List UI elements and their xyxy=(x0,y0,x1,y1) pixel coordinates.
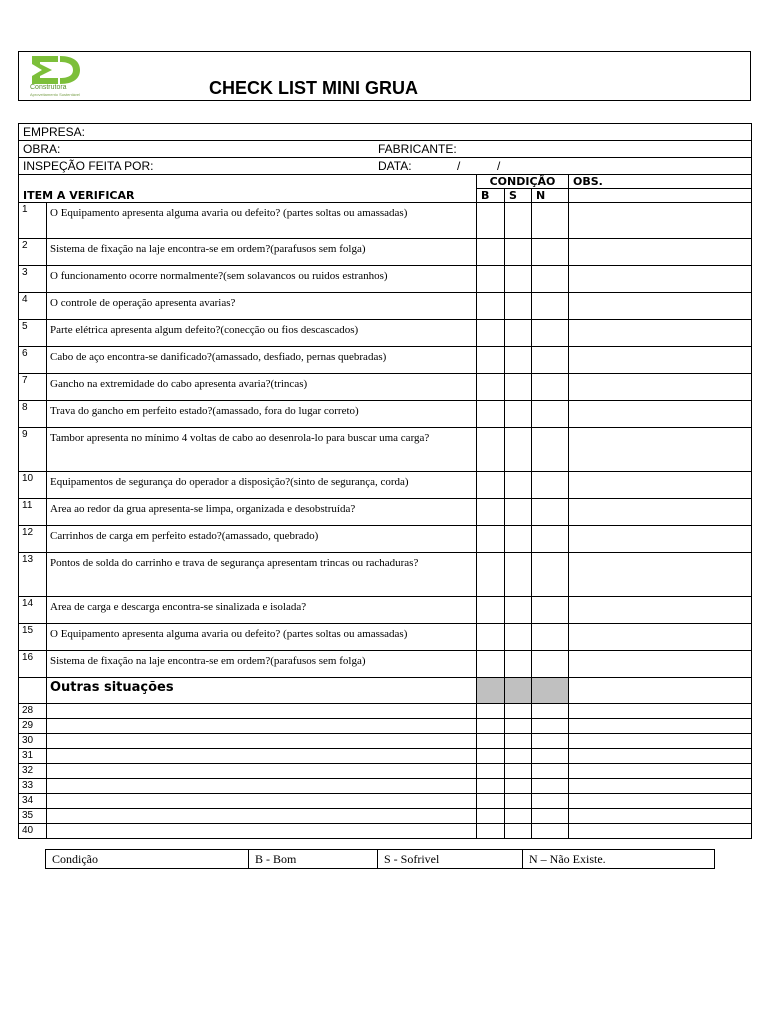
blank-row-s-cell[interactable] xyxy=(505,824,532,839)
condition-s-cell[interactable] xyxy=(505,499,532,526)
obs-header-blank xyxy=(569,189,752,203)
blank-row-obs-cell[interactable] xyxy=(569,794,752,809)
blank-row-description[interactable] xyxy=(47,824,477,839)
condition-s-cell[interactable] xyxy=(505,428,532,472)
table-row xyxy=(19,266,752,293)
inspecao-field[interactable] xyxy=(19,158,752,175)
legend-condicao: Condição xyxy=(46,850,249,869)
item-header xyxy=(19,175,477,203)
blank-row-n-cell[interactable] xyxy=(532,734,569,749)
table-row xyxy=(19,553,752,597)
blank-row-s-cell[interactable] xyxy=(505,704,532,719)
outras-b-grey-cell xyxy=(477,678,505,704)
blank-row-n-cell[interactable] xyxy=(532,749,569,764)
item-number: 9 xyxy=(19,428,47,472)
item-number: 6 xyxy=(19,347,47,374)
condition-n-cell[interactable] xyxy=(532,472,569,499)
blank-row-number: 34 xyxy=(19,794,47,809)
outras-number-cell xyxy=(19,678,47,704)
condition-b-cell[interactable] xyxy=(477,239,505,266)
item-number: 11 xyxy=(19,499,47,526)
condition-s-cell[interactable] xyxy=(505,651,532,678)
item-description: Carrinhos de carga em perfeito estado?(amassado, quebrado) xyxy=(47,526,477,553)
blank-row-n-cell[interactable] xyxy=(532,824,569,839)
obs-header xyxy=(569,175,752,189)
condicao-header xyxy=(477,175,569,189)
condition-n-cell[interactable] xyxy=(532,239,569,266)
obs-cell[interactable] xyxy=(569,293,752,320)
inspecao-row xyxy=(19,158,752,175)
table-row xyxy=(19,239,752,266)
empresa-field[interactable] xyxy=(19,124,752,141)
obs-cell[interactable] xyxy=(569,597,752,624)
condition-n-cell[interactable] xyxy=(532,499,569,526)
table-row xyxy=(19,203,752,239)
obs-cell[interactable] xyxy=(569,499,752,526)
blank-row-description[interactable] xyxy=(47,764,477,779)
condition-b-cell[interactable] xyxy=(477,597,505,624)
empresa-row xyxy=(19,124,752,141)
condition-s-cell[interactable] xyxy=(505,553,532,597)
logo-text: Construtora xyxy=(30,84,67,91)
date-separator-2: / xyxy=(497,159,501,173)
table-row xyxy=(19,526,752,553)
blank-row-n-cell[interactable] xyxy=(532,704,569,719)
condition-s-cell[interactable] xyxy=(505,597,532,624)
blank-row xyxy=(19,824,752,839)
item-description: Cabo de aço encontra-se danificado?(amassado, desfiado, pernas quebradas) xyxy=(47,347,477,374)
blank-row-b-cell[interactable] xyxy=(477,764,505,779)
condition-s-cell[interactable] xyxy=(505,401,532,428)
condition-b-cell[interactable] xyxy=(477,203,505,239)
item-number: 1 xyxy=(19,203,47,239)
blank-row xyxy=(19,794,752,809)
condition-n-cell[interactable] xyxy=(532,374,569,401)
item-number: 10 xyxy=(19,472,47,499)
item-number: 13 xyxy=(19,553,47,597)
blank-row-b-cell[interactable] xyxy=(477,704,505,719)
obs-cell[interactable] xyxy=(569,239,752,266)
blank-row-number: 35 xyxy=(19,809,47,824)
condition-n-cell[interactable] xyxy=(532,526,569,553)
obs-cell[interactable] xyxy=(569,347,752,374)
blank-row-n-cell[interactable] xyxy=(532,809,569,824)
condition-n-cell[interactable] xyxy=(532,347,569,374)
condition-n-cell[interactable] xyxy=(532,293,569,320)
table-row xyxy=(19,428,752,472)
condition-b-cell[interactable] xyxy=(477,347,505,374)
blank-row-b-cell[interactable] xyxy=(477,734,505,749)
blank-row-number: 30 xyxy=(19,734,47,749)
condition-b-cell[interactable] xyxy=(477,624,505,651)
condition-b-cell[interactable] xyxy=(477,266,505,293)
item-number: 3 xyxy=(19,266,47,293)
blank-row-number: 40 xyxy=(19,824,47,839)
blank-row-s-cell[interactable] xyxy=(505,779,532,794)
item-description: Gancho na extremidade do cabo apresenta avaria?(trincas) xyxy=(47,374,477,401)
obs-cell[interactable] xyxy=(569,266,752,293)
condition-b-cell[interactable] xyxy=(477,499,505,526)
item-description: Area de carga e descarga encontra-se sinalizada e isolada? xyxy=(47,597,477,624)
condition-n-cell[interactable] xyxy=(532,320,569,347)
table-row xyxy=(19,401,752,428)
s-header-label: S xyxy=(509,189,517,202)
condition-s-cell[interactable] xyxy=(505,203,532,239)
obs-cell[interactable] xyxy=(569,401,752,428)
condicao-header-label: CONDIÇÃO xyxy=(489,175,556,188)
item-description: O Equipamento apresenta alguma avaria ou defeito? (partes soltas ou amassadas) xyxy=(47,624,477,651)
empresa-label: EMPRESA: xyxy=(23,125,86,139)
blank-row-description[interactable] xyxy=(47,734,477,749)
item-number: 15 xyxy=(19,624,47,651)
blank-row-description[interactable] xyxy=(47,749,477,764)
condition-b-cell[interactable] xyxy=(477,472,505,499)
blank-row-n-cell[interactable] xyxy=(532,719,569,734)
obs-cell[interactable] xyxy=(569,203,752,239)
table-row xyxy=(19,651,752,678)
legend-nao-existe: N – Não Existe. xyxy=(523,850,715,869)
item-number: 16 xyxy=(19,651,47,678)
condition-s-cell[interactable] xyxy=(505,293,532,320)
blank-row-number: 28 xyxy=(19,704,47,719)
obs-cell[interactable] xyxy=(569,472,752,499)
blank-row xyxy=(19,779,752,794)
condition-s-cell[interactable] xyxy=(505,624,532,651)
checklist-table xyxy=(18,123,752,839)
blank-row-s-cell[interactable] xyxy=(505,794,532,809)
header-box xyxy=(18,51,751,101)
item-description: Sistema de fixação na laje encontra-se em ordem?(parafusos sem folga) xyxy=(47,239,477,266)
inspecao-label: INSPEÇÃO FEITA POR: xyxy=(23,159,154,173)
table-row xyxy=(19,320,752,347)
blank-row-b-cell[interactable] xyxy=(477,809,505,824)
blank-row-obs-cell[interactable] xyxy=(569,824,752,839)
item-number: 2 xyxy=(19,239,47,266)
blank-row-description[interactable] xyxy=(47,719,477,734)
blank-row-description[interactable] xyxy=(47,779,477,794)
blank-row xyxy=(19,704,752,719)
blank-row-obs-cell[interactable] xyxy=(569,809,752,824)
blank-row xyxy=(19,809,752,824)
item-number: 14 xyxy=(19,597,47,624)
blank-row-s-cell[interactable] xyxy=(505,734,532,749)
outras-obs-cell xyxy=(569,678,752,704)
condition-s-cell[interactable] xyxy=(505,526,532,553)
b-header xyxy=(477,189,505,203)
blank-row-obs-cell[interactable] xyxy=(569,749,752,764)
legend-sofrivel: S - Sofrivel xyxy=(378,850,523,869)
blank-row-n-cell[interactable] xyxy=(532,779,569,794)
legend-row xyxy=(46,850,715,869)
item-description: Trava do gancho em perfeito estado?(amassado, fora do lugar correto) xyxy=(47,401,477,428)
blank-row xyxy=(19,719,752,734)
blank-row-obs-cell[interactable] xyxy=(569,704,752,719)
condition-n-cell[interactable] xyxy=(532,401,569,428)
blank-row xyxy=(19,734,752,749)
data-label: DATA: xyxy=(378,159,412,173)
obs-cell[interactable] xyxy=(569,428,752,472)
table-row xyxy=(19,597,752,624)
item-description: O controle de operação apresenta avarias? xyxy=(47,293,477,320)
item-description: Parte elétrica apresenta algum defeito?(conecção ou fios descascados) xyxy=(47,320,477,347)
blank-row-description[interactable] xyxy=(47,794,477,809)
obra-field[interactable] xyxy=(19,141,752,158)
condition-b-cell[interactable] xyxy=(477,553,505,597)
condition-b-cell[interactable] xyxy=(477,320,505,347)
blank-row-obs-cell[interactable] xyxy=(569,779,752,794)
blank-row-description[interactable] xyxy=(47,809,477,824)
obs-cell[interactable] xyxy=(569,624,752,651)
table-row xyxy=(19,624,752,651)
blank-row-n-cell[interactable] xyxy=(532,794,569,809)
blank-row-n-cell[interactable] xyxy=(532,764,569,779)
item-number: 7 xyxy=(19,374,47,401)
outras-n-grey-cell xyxy=(532,678,569,704)
item-description: O funcionamento ocorre normalmente?(sem solavancos ou ruidos estranhos) xyxy=(47,266,477,293)
blank-row-b-cell[interactable] xyxy=(477,794,505,809)
obs-cell[interactable] xyxy=(569,553,752,597)
blank-row-number: 29 xyxy=(19,719,47,734)
date-separator-1: / xyxy=(457,159,461,173)
n-header-label: N xyxy=(536,189,546,202)
condition-n-cell[interactable] xyxy=(532,266,569,293)
condition-b-cell[interactable] xyxy=(477,651,505,678)
blank-row-s-cell[interactable] xyxy=(505,719,532,734)
item-header-label: ITEM A VERIFICAR xyxy=(23,189,135,202)
condition-b-cell[interactable] xyxy=(477,293,505,320)
table-header-row-1 xyxy=(19,175,752,189)
blank-row-s-cell[interactable] xyxy=(505,764,532,779)
outras-s-grey-cell xyxy=(505,678,532,704)
obra-label: OBRA: xyxy=(23,142,61,156)
page-title: CHECK LIST MINI GRUA xyxy=(209,78,418,98)
condition-b-cell[interactable] xyxy=(477,526,505,553)
obs-cell[interactable] xyxy=(569,651,752,678)
blank-row-s-cell[interactable] xyxy=(505,809,532,824)
item-description: Tambor apresenta no mínimo 4 voltas de cabo ao desenrola-lo para buscar uma carga? xyxy=(47,428,477,472)
obs-cell[interactable] xyxy=(569,320,752,347)
condition-b-cell[interactable] xyxy=(477,401,505,428)
obra-row xyxy=(19,141,752,158)
item-description: O Equipamento apresenta alguma avaria ou defeito? (partes soltas ou amassadas) xyxy=(47,203,477,239)
blank-row-b-cell[interactable] xyxy=(477,824,505,839)
blank-row-number: 32 xyxy=(19,764,47,779)
blank-row-s-cell[interactable] xyxy=(505,749,532,764)
item-description: Pontos de solda do carrinho e trava de segurança apresentam trincas ou rachaduras? xyxy=(47,553,477,597)
blank-row xyxy=(19,749,752,764)
blank-row-description[interactable] xyxy=(47,704,477,719)
blank-row-obs-cell[interactable] xyxy=(569,719,752,734)
outras-situacoes-label: Outras situações xyxy=(47,678,477,704)
n-header xyxy=(532,189,569,203)
condition-n-cell[interactable] xyxy=(532,597,569,624)
condition-s-cell[interactable] xyxy=(505,266,532,293)
legend-bom: B - Bom xyxy=(249,850,378,869)
item-number: 8 xyxy=(19,401,47,428)
condition-n-cell[interactable] xyxy=(532,428,569,472)
table-row xyxy=(19,374,752,401)
blank-row-number: 31 xyxy=(19,749,47,764)
item-description: Sistema de fixação na laje encontra-se em ordem?(parafusos sem folga) xyxy=(47,651,477,678)
blank-row xyxy=(19,764,752,779)
table-row xyxy=(19,347,752,374)
item-number: 5 xyxy=(19,320,47,347)
blank-row-obs-cell[interactable] xyxy=(569,764,752,779)
condition-s-cell[interactable] xyxy=(505,239,532,266)
item-description: Area ao redor da grua apresenta-se limpa, organizada e desobstruída? xyxy=(47,499,477,526)
obs-cell[interactable] xyxy=(569,374,752,401)
logo-subtext: Aproveitamento Sustentável xyxy=(30,92,81,97)
blank-row-obs-cell[interactable] xyxy=(569,734,752,749)
obs-cell[interactable] xyxy=(569,526,752,553)
table-row xyxy=(19,472,752,499)
item-description: Equipamentos de segurança do operador a disposição?(sinto de segurança, corda) xyxy=(47,472,477,499)
item-number: 12 xyxy=(19,526,47,553)
blank-row-number: 33 xyxy=(19,779,47,794)
blank-row-b-cell[interactable] xyxy=(477,719,505,734)
condition-s-cell[interactable] xyxy=(505,320,532,347)
condition-s-cell[interactable] xyxy=(505,347,532,374)
s-header xyxy=(505,189,532,203)
condition-n-cell[interactable] xyxy=(532,553,569,597)
blank-row-b-cell[interactable] xyxy=(477,749,505,764)
legend-table xyxy=(45,849,715,869)
b-header-label: B xyxy=(481,189,490,202)
condition-n-cell[interactable] xyxy=(532,624,569,651)
fabricante-label: FABRICANTE: xyxy=(378,142,457,156)
condition-n-cell[interactable] xyxy=(532,651,569,678)
outras-situacoes-row xyxy=(19,678,752,704)
item-number: 4 xyxy=(19,293,47,320)
obs-header-label: OBS. xyxy=(573,175,603,188)
condition-n-cell[interactable] xyxy=(532,203,569,239)
condition-b-cell[interactable] xyxy=(477,374,505,401)
table-row xyxy=(19,293,752,320)
condition-b-cell[interactable] xyxy=(477,428,505,472)
table-row xyxy=(19,499,752,526)
blank-row-b-cell[interactable] xyxy=(477,779,505,794)
condition-s-cell[interactable] xyxy=(505,374,532,401)
condition-s-cell[interactable] xyxy=(505,472,532,499)
